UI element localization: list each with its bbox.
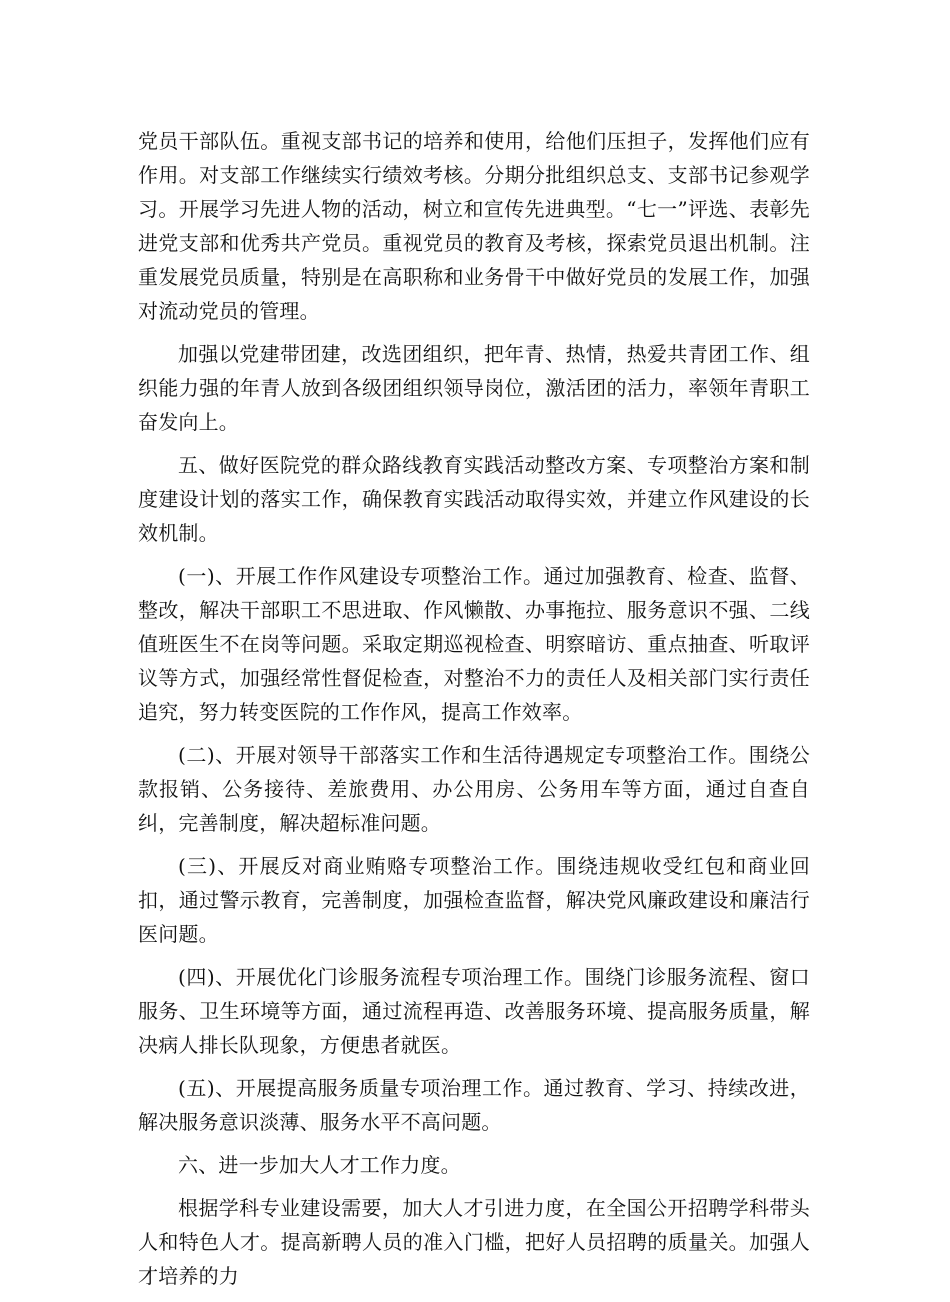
paragraph-item-five: (五)、开展提高服务质量专项治理工作。通过教育、学习、持续改进，解决服务意识淡薄、服务水平不高问题。 bbox=[138, 1076, 810, 1134]
document-body bbox=[138, 124, 810, 1302]
paragraph-league-building: 加强以党建带团建，改选团组织，把年青、热情，热爱共青团工作、组织能力强的年青人放到各级团组织领导岗位，激活团的活力，率领年青职工奋发向上。 bbox=[138, 342, 810, 434]
paragraph-section-six: 六、进一步加大人才工作力度。 bbox=[178, 1153, 461, 1177]
paragraph-item-two: (二)、开展对领导干部落实工作和生活待遇规定专项整治工作。围绕公款报销、公务接待、差旅费用、办公用房、公务用车等方面，通过自查自纠，完善制度，解决超标准问题。 bbox=[138, 743, 810, 835]
paragraph-item-four: (四)、开展优化门诊服务流程专项治理工作。围绕门诊服务流程、窗口服务、卫生环境等方面，通过流程再造、改善服务环境、提高服务质量，解决病人排长队现象，方便患者就医。 bbox=[138, 965, 810, 1057]
paragraph-item-one: (一)、开展工作作风建设专项整治工作。通过加强教育、检查、监督、整改，解决干部职工不思进取、作风懒散、办事拖拉、服务意识不强、二线值班医生不在岗等问题。采取定期巡视检查、明察暗访、重点抽查、听取评议等方式，加强经常性督促检查，对整治不力的责任人及相关部门实行责任追究，努力转变医院的工作作风，提高工作效率。 bbox=[138, 564, 810, 724]
paragraph-section-five: 五、做好医院党的群众路线教育实践活动整改方案、专项整治方案和制度建设计划的落实工作，确保教育实践活动取得实效，并建立作风建设的长效机制。 bbox=[138, 453, 810, 545]
paragraph-item-three: (三)、开展反对商业贿赂专项整治工作。围绕违规收受红包和商业回扣，通过警示教育，完善制度，加强检查监督，解决党风廉政建设和廉洁行医问题。 bbox=[138, 854, 810, 946]
paragraph-party-cadres: 党员干部队伍。重视支部书记的培养和使用，给他们压担子，发挥他们应有作用。对支部工作继续实行绩效考核。分期分批组织总支、支部书记参观学习。开展学习先进人物的活动，树立和宣传先进典型。“七一”评选、表彰先进党支部和优秀共产党员。重视党员的教育及考核，探索党员退出机制。注重发展党员质量，特别是在高职称和业务骨干中做好党员的发展工作，加强对流动党员的管理。 bbox=[138, 129, 810, 323]
paragraph-talent-work: 根据学科专业建设需要，加大人才引进力度，在全国公开招聘学科带头人和特色人才。提高新聘人员的准入门槛，把好人员招聘的质量关。加强人才培养的力 bbox=[138, 1196, 810, 1288]
